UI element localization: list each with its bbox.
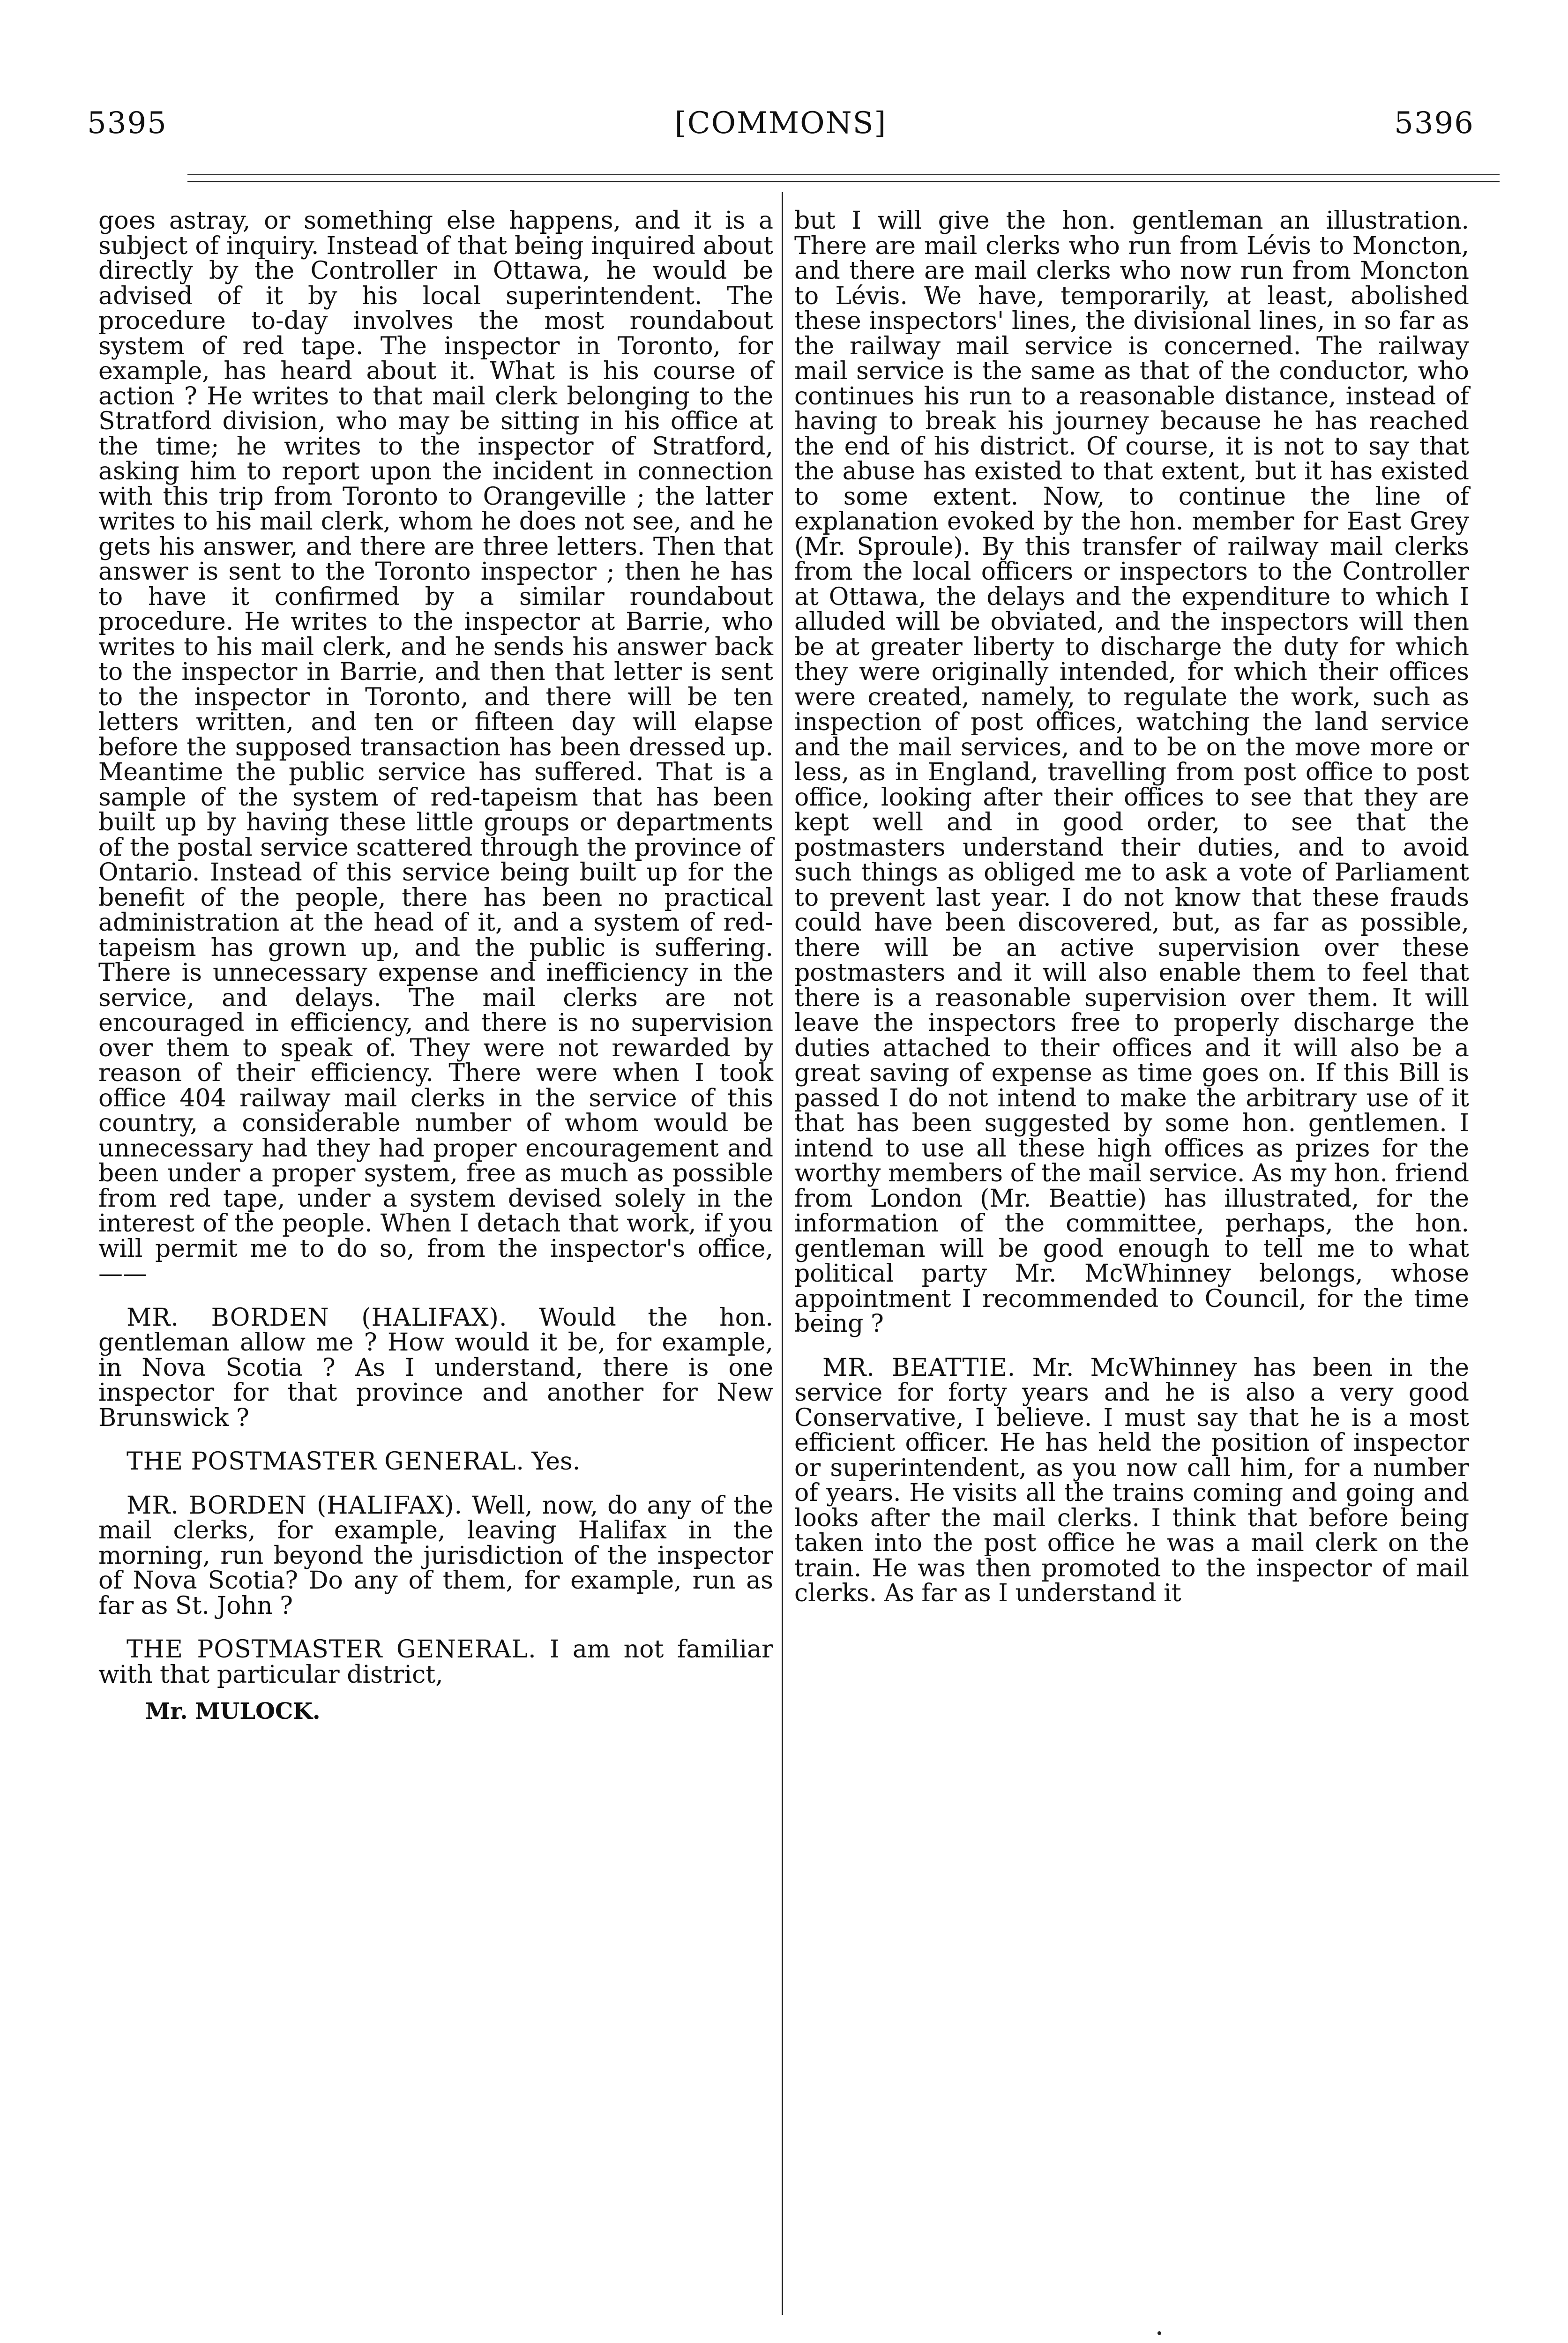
catchword: Mr. MULOCK. [145,1698,321,1724]
speech-text: Well, now, do any of the mail clerks, for example, leaving Halifax in the morning, run beyond the jurisdiction of the inspector of Nova Scotia? Do any of them, for example, run as far as St. John ? [98,1491,773,1620]
page-number-left: 5395 [87,106,167,141]
speaker-name: THE POSTMASTER GENERAL. [127,1635,537,1664]
speech-postmaster-2 [98,1637,773,1687]
speech-borden-2 [98,1493,773,1619]
column-divider [782,192,783,2315]
page-header [87,106,1474,148]
paragraph-continued: goes astray, or something else happens, and it is a subject of inquiry. Instead of that being inquired about directly by the Controller in Ottawa, he would be advised of it by his local superintendent. The procedure to-day involves the most roundabout system of red tape. The inspector in Toronto, for example, has heard about it. What is his course of action ? He writes to that mail clerk belonging to the Stratford division, who may be sitting in his office at the time; he writes to the inspector of Stratford, asking him to report upon the incident in connection with this trip from Toronto to Orangeville ; the latter writes to his mail clerk, whom he does not see, and he gets his answer, and there are three letters. Then that answer is sent to the Toronto inspector ; then he has to have it confirmed by a similar roundabout procedure. He writes to the inspector at Barrie, who writes to his mail clerk, and he sends his answer back to the inspector in Barrie, and then that letter is sent to the inspector in Toronto, and there will be ten letters written, and ten or fifteen day will elapse before the supposed transaction has been dressed up. Meantime the public service has suffered. That is a sample of the system of red-tapeism that has been built up by having these little groups or departments of the postal service scattered through the province of Ontario. Instead of this service being built up for the benefit of the people, there has been no practical administration at the head of it, and a system of red-tapeism has grown up, and the public is suffering. There is unnecessary expense and inefficiency in the service, and delays. The mail clerks are not encouraged in efficiency, and there is no supervision over them to speak of. They were not rewarded by reason of their efficiency. There were when I took office 404 railway mail clerks in the service of this country, a considerable number of whom would be unnecessary had they had proper encouragement and been under a proper system, free as much as possible from red tape, under a system devised solely in the interest of the people. When I detach that work, if you will permit me to do so, from the inspector's office,—— [98,207,773,1288]
paragraph-continued: but I will give the hon. gentleman an illustration. There are mail clerks who run from Lévis to Moncton, and there are mail clerks who now run from Moncton to Lévis. We have, temporarily, at least, abolished these inspectors' lines, the divisional lines, in so far as the railway mail service is concerned. The railway mail service is the same as that of the conductor, who continues his run to a reasonable distance, instead of having to break his journey because he has reached the end of his district. Of course, it is not to say that the abuse has existed to that extent, but it has existed to some extent. Now, to continue the line of explanation evoked by the hon. member for East Grey (Mr. Sproule). By this transfer of railway mail clerks from the local officers or inspectors to the Controller at Ottawa, the delays and the expenditure to which I alluded will be obviated, and the inspectors will then be at greater liberty to discharge the duty for which they were originally intended, for which their offices were created, namely, to regulate the work, such as inspection of post offices, watching the land service and the mail services, and to be on the move more or less, as in England, travelling from post office to post office, looking after their offices to see that they are kept well and in good order, to see that the postmasters understand their duties, and to avoid such things as obliged me to ask a vote of Parliament to prevent last year. I do not know that these frauds could have been discovered, but, as far as possible, there will be an active supervision over these postmasters and it will also enable them to feel that there is a reasonable supervision over them. It will leave the inspectors free to properly discharge the duties attached to their offices and it will also be a great saving of expense as time goes on. If this Bill is passed I do not intend to make the arbitrary use of it that has been suggested by some hon. gentlemen. I intend to use all these high offices as prizes for the worthy members of the mail service. As my hon. friend from London (Mr. Beattie) has illustrated, for the information of the committee, perhaps, the hon. gentleman will be good enough to tell me to what political party Mr. McWhinney belongs, whose appointment I recommended to Council, for the time being ? [794,207,1469,1338]
speaker-name: MR. BORDEN (HALIFAX). [127,1491,463,1520]
speech-beattie [794,1353,1470,1607]
speaker-name: MR. BEATTIE. [822,1353,1016,1382]
speech-text: Mr. McWhinney has been in the service for forty years and he is also a very good Conservative, I believe. I must say that he is a most efficient officer. He has held the position of inspector or superintendent, as you now call him, for a number of years. He visits all the trains coming and going and looks after the mail clerks. I think that before being taken into the post office he was a mail clerk on the train. He was then promoted to the inspector of mail clerks. As far as I understand it [794,1353,1470,1607]
page-number-right: 5396 [1394,106,1474,141]
speech-postmaster-1 [98,1449,773,1475]
speaker-name: MR. BORDEN (HALIFAX). [127,1303,508,1332]
left-column [98,209,773,1724]
speech-text: Yes. [531,1448,581,1476]
header-rule-top [187,174,1500,175]
running-title: [COMMONS] [674,106,887,141]
right-column [794,209,1469,1606]
speech-text: Would the hon. gentleman allow me ? How would it be, for example, in Nova Scotia ? As I understand, there is one inspector for that province and another for New Brunswick ? [98,1303,774,1432]
ink-speck [1157,2331,1161,2335]
speaker-name: THE POSTMASTER GENERAL. [127,1448,524,1476]
speech-borden-1 [98,1303,774,1432]
speech-text: I am not familiar with that particular district, [98,1635,774,1689]
header-rule-bottom [187,181,1500,182]
